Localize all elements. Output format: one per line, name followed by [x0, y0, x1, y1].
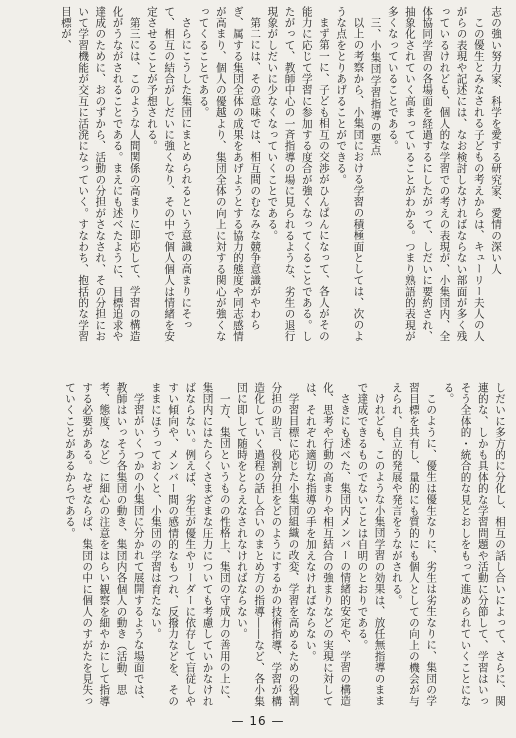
- paragraph: 第三には、このような人間関係の高まりに即応して、学習の構造化がうながされることである。まえにも述べたように、目標追求や達成のために、おのずから、活動の分担がさなされ、その分担において学習機能が交互に活溌になっていく。すなわち、抱括的な学習目標が、: [59, 6, 141, 342]
- paragraph: けれども、このような小集団学習の効果は、放任無指導のままで達成できるものでないことは自明のとおりである。: [356, 382, 386, 707]
- paragraph: 志の強い努力家、科学を愛する研究家、愛情の深い人: [490, 6, 502, 275]
- paragraph: このように、優生は優生なりに、劣生は劣生なりに、集団の学習目標を共有し、量的にも質的にも個人としての向上の機会が与えられ、自立的発展や発言をうながされる。: [390, 382, 438, 707]
- bottom-text-section: [46, 382, 508, 712]
- paragraph: まず第一に、子ども相互の交渉がひんぱんになって、各人がその能力に応じて学習に参加する度合が強くなってくることである。したがって、教師中心の一斉指導の場に見られるような、劣生の退行現象がしだいに少なくなっていくことである。: [266, 6, 330, 342]
- section-heading: 三、小集団学習指導の要点: [369, 16, 382, 156]
- paragraph: この優生とみなされる子どもの考えからは、キューリー夫人の人がらの表現や記述には、なお検討しなければならない部面が多く残っているけれども、個人的な学習での考えの表現が、小集団内、全体協同学習の各場面を経過するにしたがって、しだいに要約され、抽象化されていく高まっていることがわかる。つまり熟語的表現が多くなっていることである。: [386, 6, 485, 342]
- paragraph: さらにこうした集団にまとめられるという意識の高まりにそって、相互の結合がしだいに強くなり、その中で個人個人は情緒を安定させることが予想される。: [145, 6, 193, 342]
- paragraph: 第二には、その意味では、相互間のむなみな競争意識がやわらぎ、属する集団全体の成果をあげようとする協力的態度や同志感情が高まり、個人の優越より、集団全体の向上に対する関心が強くなってくることである。: [197, 6, 262, 342]
- top-text-section: [32, 6, 504, 349]
- paragraph: 一方、集団というものの性格上、集団の守成力の善用の上に、集団内にはたらくさまざまな圧力についても考慮していかなければならない。例えば、劣生が優生やリーダーに依存して盲従しやすい傾向や、メンバー間の感情的なもつれ、反撥力などを、そのままにほうっておくと、小集団の学習は育たない。: [149, 382, 231, 707]
- paragraph: さきにも述べた、集団内メンバーの情緒的安定や、学習の構造化、思考や行動の高まりや相互結合の強まりなどの実現に対しては、それぞれ適切な指導の手を加えなければならない。: [304, 382, 352, 707]
- paragraph: 以上の考察から、小集団における学習の積極面としては、次のような点をとりあげることができる。: [335, 6, 365, 342]
- page-number: — 16 —: [231, 714, 285, 728]
- paragraph: 学習がいくつかの小集団に分かれて展開するような場面では、教師はいっそう各集団の動き、集団内各個人の動き（活動、思考、態度、など）に細心の注意をはらい観察を細やかにして指導する必要がある。なぜならば、集団の中に個人のすがたを見失っていくことがあるからである。: [63, 382, 145, 707]
- paragraph: しだいに多方的に分化し、相互の話し合いによって、さらに、関連的な、しかも具体的な学習問題や活動に分節して、学習はいっそう全体的・統合的な見とおしをもって進められていくことになる。: [442, 382, 506, 707]
- paragraph: 学習目標に応じた小集団組織の改変、学習を高めるための役割分担の助言、役割分担をどのようにするかの技術指導、学習が構造化していく過程の話し合いのまとめ方の指導――など、各小集団に即して随時をとらえなされなければならない。: [235, 382, 300, 707]
